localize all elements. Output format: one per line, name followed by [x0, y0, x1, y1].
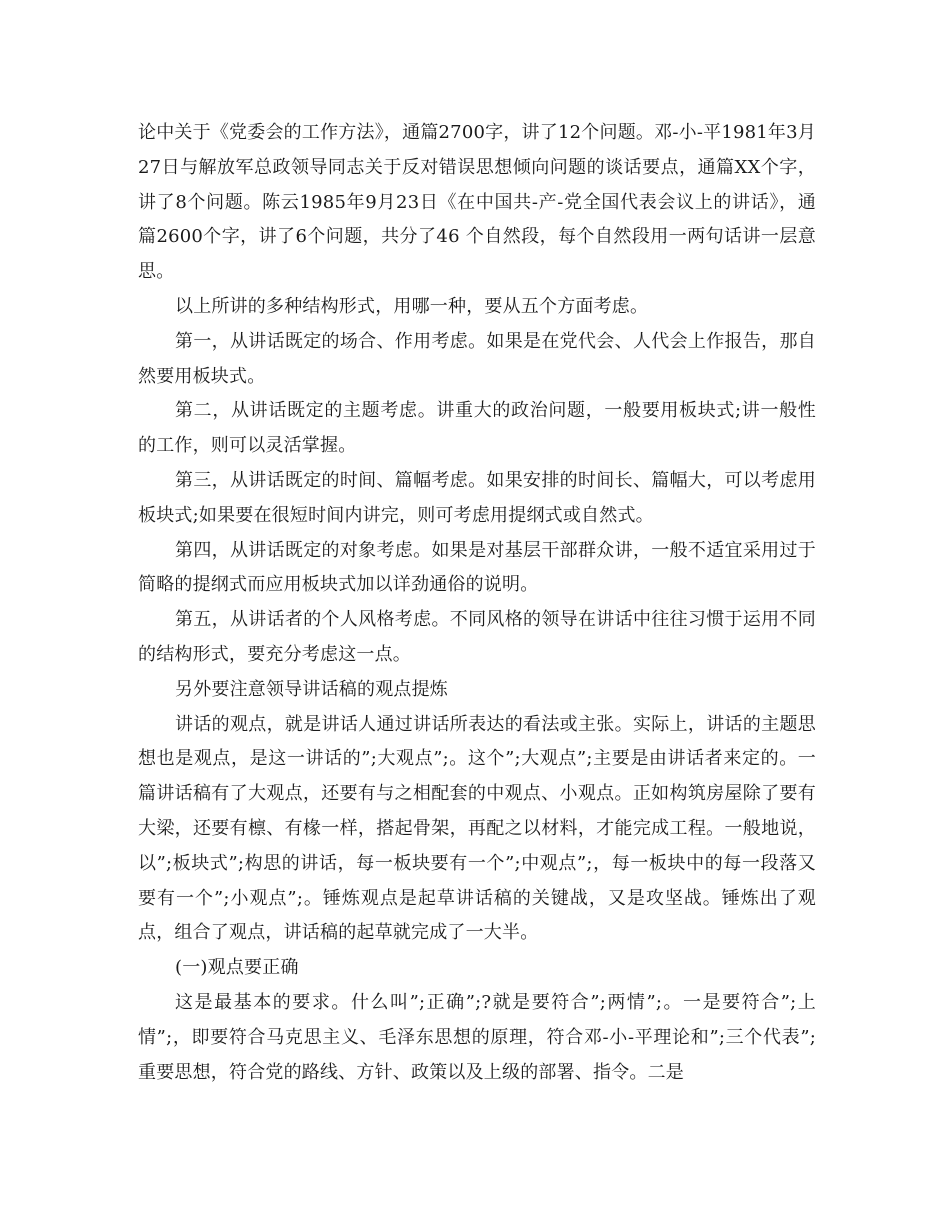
paragraph-third-length: 第三，从讲话既定的时间、篇幅考虑。如果安排的时间长、篇幅大，可以考虑用板块式;如果要在很短时间内讲完，则可考虑用提纲式或自然式。 [138, 469, 816, 526]
paragraph-first-occasion: 第一，从讲话既定的场合、作用考虑。如果是在党代会、人代会上作报告，那自然要用板块式。 [138, 330, 816, 387]
paragraph-basic-requirement: 这是最基本的要求。什么叫”;正确”;?就是要符合”;两情”;。一是要符合”;上情”;，即要符合马克思主义、毛泽东思想的原理，符合邓-小-平理论和”;三个代表”;重要思想，符合党的路线、方针、政策以及上级的部署、指令。二是 [138, 991, 816, 1083]
section-heading-viewpoint-refining: 另外要注意领导讲话稿的观点提炼 [175, 678, 448, 700]
document-page [138, 116, 816, 1090]
subheading-viewpoint-correct: (一)观点要正确 [175, 957, 299, 979]
paragraph-second-theme: 第二，从讲话既定的主题考虑。讲重大的政治问题，一般要用板块式;讲一般性的工作，则可以灵活掌握。 [138, 400, 816, 457]
paragraph-fifth-style: 第五，从讲话者的个人风格考虑。不同风格的领导在讲话中往往习惯于运用不同的结构形式，要充分考虑这一点。 [138, 609, 816, 665]
paragraph-speech-examples: 论中关于《党委会的工作方法》，通篇2700字，讲了12个问题。邓-小-平1981年3月27日与解放军总政领导同志关于反对错误思想倾向问题的谈话要点，通篇XX个字，讲了8个问题。陈云1985年9月23日《在中国共-产-党全国代表会议上的讲话》，通篇2600个字，讲了6个问题，共分了46 个自然段，每个自然段用一两句话讲一层意思。 [138, 122, 816, 283]
paragraph-fourth-audience: 第四，从讲话既定的对象考虑。如果是对基层干部群众讲，一般不适宜采用过于简略的提纲式而应用板块式加以详劲通俗的说明。 [138, 539, 816, 596]
paragraph-viewpoint-definition: 讲话的观点，就是讲话人通过讲话所表达的看法或主张。实际上，讲话的主题思想也是观点，是这一讲话的”;大观点”;。这个”;大观点”;主要是由讲话者来定的。一篇讲话稿有了大观点，还要有与之相配套的中观点、小观点。正如构筑房屋除了要有大梁，还要有檩、有椽一样，搭起骨架，再配之以材料，才能完成工程。一般地说，以”;板块式”;构思的讲话，每一板块要有一个”;中观点”;，每一板块中的每一段落又要有一个”;小观点”;。锤炼观点是起草讲话稿的关键战，又是攻坚战。锤炼出了观点，组合了观点，讲话稿的起草就完成了一大半。 [138, 713, 816, 944]
paragraph-five-aspects: 以上所讲的多种结构形式，用哪一种，要从五个方面考虑。 [175, 295, 649, 317]
